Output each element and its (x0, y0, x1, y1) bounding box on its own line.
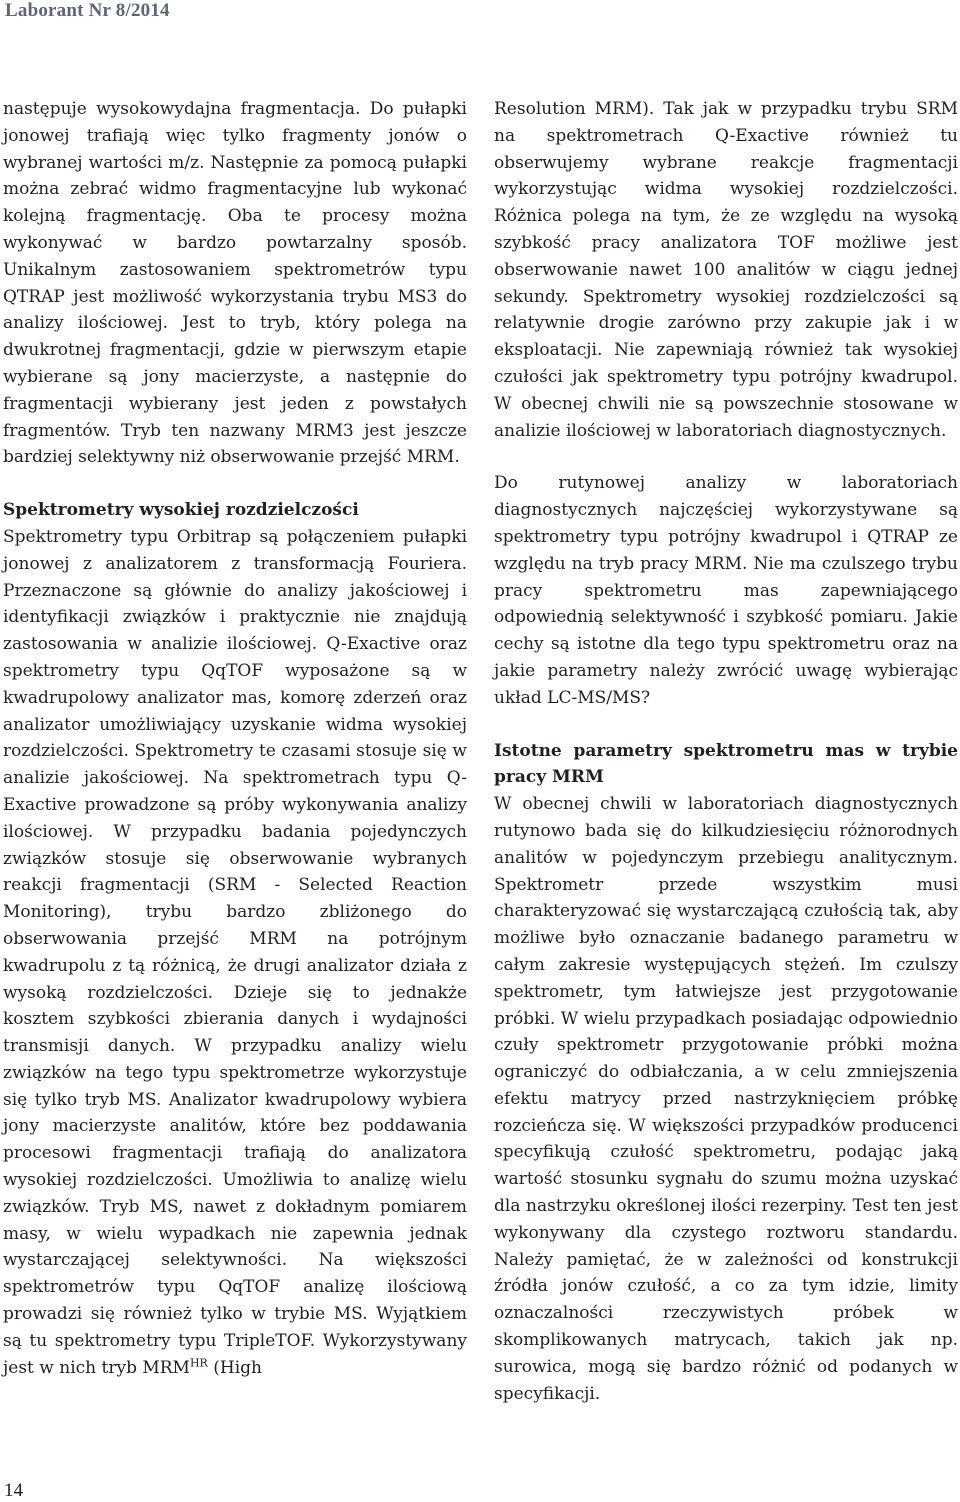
paragraph: Resolution MRM). Tak jak w przypadku trybu SRM na spektrometrach Q-Exactive również tu obserwujemy wybrane reakcje fragmentacji wykorzystując widma wysokiej rozdzielczości. Różnica polega na tym, że ze względu na wysoką szybkość pracy analizatora TOF możliwe jest obserwowanie nawet 100 analitów w ciągu jednej sekundy. Spektrometry wysokiej rozdzielczości są relatywnie drogie zarówno przy zakupie jak i w eksploatacji. Nie zapewniają również tak wysokiej czułości jak spektrometry typu potrójny kwadrupol. W obecnej chwili nie są powszechnie stosowane w analizie ilościowej w laboratoriach diagnostycznych. (494, 99, 958, 441)
paragraph: Do rutynowej analizy w laboratoriach diagnostycznych najczęściej wykorzystywane są spektrometry typu potrójny kwadrupol i QTRAP ze względu na tryb pracy MRM. Nie ma czulszego trybu pracy spektrometru mas zapewniającego odpowiednią selektywność i szybkość pomiaru. Jakie cechy są istotne dla tego typu spektrometru oraz na jakie parametry należy zwrócić uwagę wybierając układ LC-MS/MS? (494, 473, 958, 708)
journal-header: Laborant Nr 8/2014 (5, 0, 170, 21)
left-column (3, 96, 467, 1381)
page-number: 14 (4, 1480, 23, 1501)
paragraph-text: Spektrometry typu Orbitrap są połączeniem pułapki jonowej z analizatorem z transformacją Fouriera. Przeznaczone są głównie do analizy jakościowej i identyfikacji związków i praktycznie nie znajdują zastosowania w analizie ilościowej. Q-Exactive oraz spektrometry typu QqTOF wyposażone są w kwadrupolowy analizator mas, komorę zderzeń oraz analizator umożliwiający uzyskanie widma wysokiej rozdzielczości. Spektrometry te czasami stosuje się w analizie jakościowej. Na spektrometrach typu Q-Exactive prowadzone są próby wykonywania analizy ilościowej. W przypadku badania pojedynczych związków stosuje się obserwowanie wybranych reakcji fragmentacji (SRM - Selected Reaction Monitoring), trybu bardzo zbliżonego do obserwowania przejść MRM na potrójnym kwadrupolu z tą różnicą, że drugi analizator działa z wysoką rozdzielczości. Dzieje się to jednakże kosztem szybkości zbierania danych i wydajności transmisji danych. W przypadku analizy wielu związków na tego typu spektrometrze wykorzystuje się tylko tryb MS. Analizator kwadrupolowy wybiera jony macierzyste analitów, które bez poddawania procesowi fragmentacji trafiają do analizatora wysokiej rozdzielczości. Umożliwia to analizę wielu związków. Tryb MS, nawet z dokładnym pomiarem masy, w wielu wypadkach nie zapewnia jednak wystarczającej selektywności. Na większości spektrometrów typu QqTOF analizę ilościową prowadzi się również tylko w trybie MS. Wyjątkiem są tu spektrometry typu TripleTOF. Wykorzystywany jest w nich tryb MRM (3, 526, 467, 1378)
section-heading: Spektrometry wysokiej rozdzielczości (3, 500, 359, 521)
paragraph (3, 524, 467, 1382)
paragraph: W obecnej chwili w laboratoriach diagnostycznych rutynowo bada się do kilkudziesięciu różnorodnych analitów w pojedynczym przebiegu analitycznym. Spektrometr przede wszystkim musi charakteryzować się wystarczającą czułością tak, aby możliwe było oznaczanie badanego parametru w całym zakresie występujących stężeń. Im czulszy spektrometr, tym łatwiejsze jest przygotowanie próbki. W wielu przypadkach posiadając odpowiednio czuły spektrometr przygotowanie próbki można ograniczyć do odbiałczania, a w celu zmniejszenia efektu matrycy przed nastrzyknięciem próbkę rozcieńcza się. W większości przypadków producenci specyfikują czułość spektrometru, podając jaką wartość stosunku sygnału do szumu można uzyskać dla nastrzyku określonej ilości rezerpiny. Test ten jest wykonywany dla czystego roztworu standardu. Należy pamiętać, że w zależności od konstrukcji źródła jonów czułość, a co za tym idzie, limity oznaczalności rzeczywistych próbek w skomplikowanych matrycach, takich jak np. surowica, mogą się bardzo różnić od podanych w specyfikacji. (494, 794, 958, 1404)
paragraph-gap (494, 444, 958, 470)
paragraph-gap (3, 471, 467, 497)
right-column (494, 96, 958, 1407)
paragraph: następuje wysokowydajna fragmentacja. Do pułapki jonowej trafiają więc tylko fragmenty jonów o wybranej wartości m/z. Następnie za pomocą pułapki można zebrać widmo fragmentacyjne lub wykonać kolejną fragmentację. Oba te procesy można wykonywać w bardzo powtarzalny sposób. Unikalnym zastosowaniem spektrometrów typu QTRAP jest możliwość wykorzystania trybu MS3 do analizy ilościowej. Jest to tryb, który polega na dwukrotnej fragmentacji, gdzie w pierwszym etapie wybierane są jony macierzyste, a następnie do fragmentacji wybierany jest jeden z powstałych fragmentów. Tryb ten nazwany MRM3 jest jeszcze bardziej selektywny niż obserwowanie przejść MRM. (3, 99, 467, 468)
paragraph-text: (High (207, 1357, 262, 1378)
superscript: HR (189, 1356, 208, 1369)
paragraph-gap (494, 712, 958, 738)
section-heading: Istotne parametry spektrometru mas w trybie pracy MRM (494, 740, 958, 788)
